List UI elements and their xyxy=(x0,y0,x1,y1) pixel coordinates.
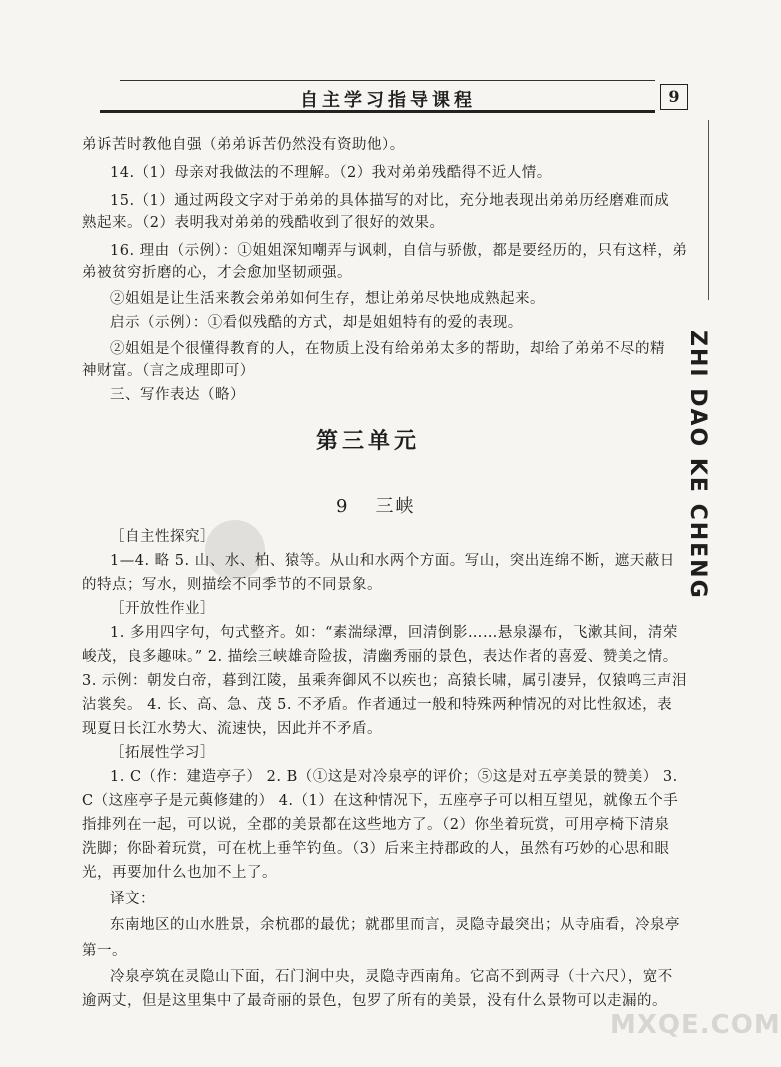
text-line: 14.（1）母亲对我做法的不理解。（2）我对弟弟残酷得不近人情。 xyxy=(110,165,552,181)
text-line: 神财富。（言之成理即可） xyxy=(82,363,255,379)
text-line: 现夏日长江水势大、流速快，因此并不矛盾。 xyxy=(82,721,382,737)
text-line: 译文： xyxy=(110,891,155,907)
text-line: 熟起来。（2）表明我对弟弟的残酷收到了很好的效果。 xyxy=(82,215,445,231)
section-heading: ［自主性探究］ xyxy=(110,529,215,545)
text-line: 峻茂，良多趣味。” 2. 描绘三峡雄奇险拔，清幽秀丽的景色，表达作者的喜爱、赞美之情。 xyxy=(82,649,678,665)
section-heading: ［开放性作业］ xyxy=(110,601,215,617)
text-line: 逾两丈，但是这里集中了最奇丽的景色，包罗了所有的美景，没有什么景物可以走漏的。 xyxy=(82,993,667,1009)
text-line: 16. 理由（示例）：①姐姐深知嘲弄与讽刺，自信与骄傲，都是要经历的，只有这样，弟 xyxy=(110,243,688,259)
text-line: 弟被贫穷折磨的心，才会愈加坚韧顽强。 xyxy=(82,265,352,281)
text-line: ②姐姐是个很懂得教育的人，在物质上没有给弟弟太多的帮助，却给了弟弟不尽的精 xyxy=(110,341,665,357)
text-line: 指排列在一起，可以说，全郡的美景都在这些地方了。（2）你坐着玩赏，可用亭椅下清泉 xyxy=(82,817,670,833)
text-line: 洗脚；你卧着玩赏，可在枕上垂竿钓鱼。（3）后来主持郡政的人，虽然有巧妙的心思和眼 xyxy=(82,841,670,857)
text-line: C（这座亭子是元藇修建的） 4.（1）在这种情况下，五座亭子可以相互望见，就像五个手 xyxy=(82,793,679,809)
text-line: 第一。 xyxy=(82,943,127,959)
header-rule-top xyxy=(120,80,655,81)
page-number: 9 xyxy=(660,84,688,110)
text-line: 15.（1）通过两段文字对于弟弟的具体描写的对比，充分地表现出弟弟历经磨难而成 xyxy=(110,193,670,209)
text-line: 冷泉亭筑在灵隐山下面，石门涧中央，灵隐寺西南角。它高不到两寻（十六尺），宽不 xyxy=(110,969,673,985)
text-line: 弟诉苦时教他自强（弟弟诉苦仍然没有资助他）。 xyxy=(82,137,405,153)
text-line: 沾裳矣。 4. 长、高、急、茂 5. 不矛盾。作者通过一般和特殊两种情况的对比性叙述，表 xyxy=(82,697,673,713)
header-title: 自主学习指导课程 xyxy=(300,90,476,111)
lesson-number: 9 xyxy=(336,496,350,517)
text-line: 三、写作表达（略） xyxy=(110,387,245,403)
unit-title: 第三单元 xyxy=(316,429,421,454)
text-line: ②姐姐是让生活来教会弟弟如何生存，想让弟弟尽快地成熟起来。 xyxy=(110,291,545,307)
header-rule-bottom xyxy=(100,110,655,113)
text-line: 光，再要加什么也加不上了。 xyxy=(82,865,277,881)
text-line: 的特点；写水，则描绘不同季节的不同景象。 xyxy=(82,577,382,593)
text-line: 3. 示例：朝发白帝，暮到江陵，虽乘奔御风不以疾也；高猿长啸，属引凄异，仅猿鸣三声泪 xyxy=(82,673,687,689)
side-rule xyxy=(708,120,709,300)
site-watermark: MXQE.COM xyxy=(610,1010,781,1040)
text-line: 1—4. 略 5. 山、水、柏、猿等。从山和水两个方面。写山，突出连绵不断，遮天蔽日 xyxy=(110,553,675,569)
text-line: 1. C（作：建造亭子） 2. B（①这是对冷泉亭的评价；⑤这是对五亭美景的赞美） 3. xyxy=(110,769,678,785)
text-line: 东南地区的山水胜景，余杭郡的最优；就郡里而言，灵隐寺最突出；从寺庙看，冷泉亭 xyxy=(110,917,680,933)
text-line: 启示（示例）：①看似残酷的方式，却是姐姐特有的爱的表现。 xyxy=(110,315,523,331)
lesson-title xyxy=(336,492,415,518)
lesson-name: 三峡 xyxy=(375,496,416,517)
side-vertical-text: ZHI DAO KE CHENG xyxy=(685,330,710,600)
text-line: 1. 多用四字句，句式整齐。如：“素湍绿潭，回清倒影……悬泉瀑布，飞漱其间，清荣 xyxy=(110,625,678,641)
section-heading: ［拓展性学习］ xyxy=(110,745,215,761)
